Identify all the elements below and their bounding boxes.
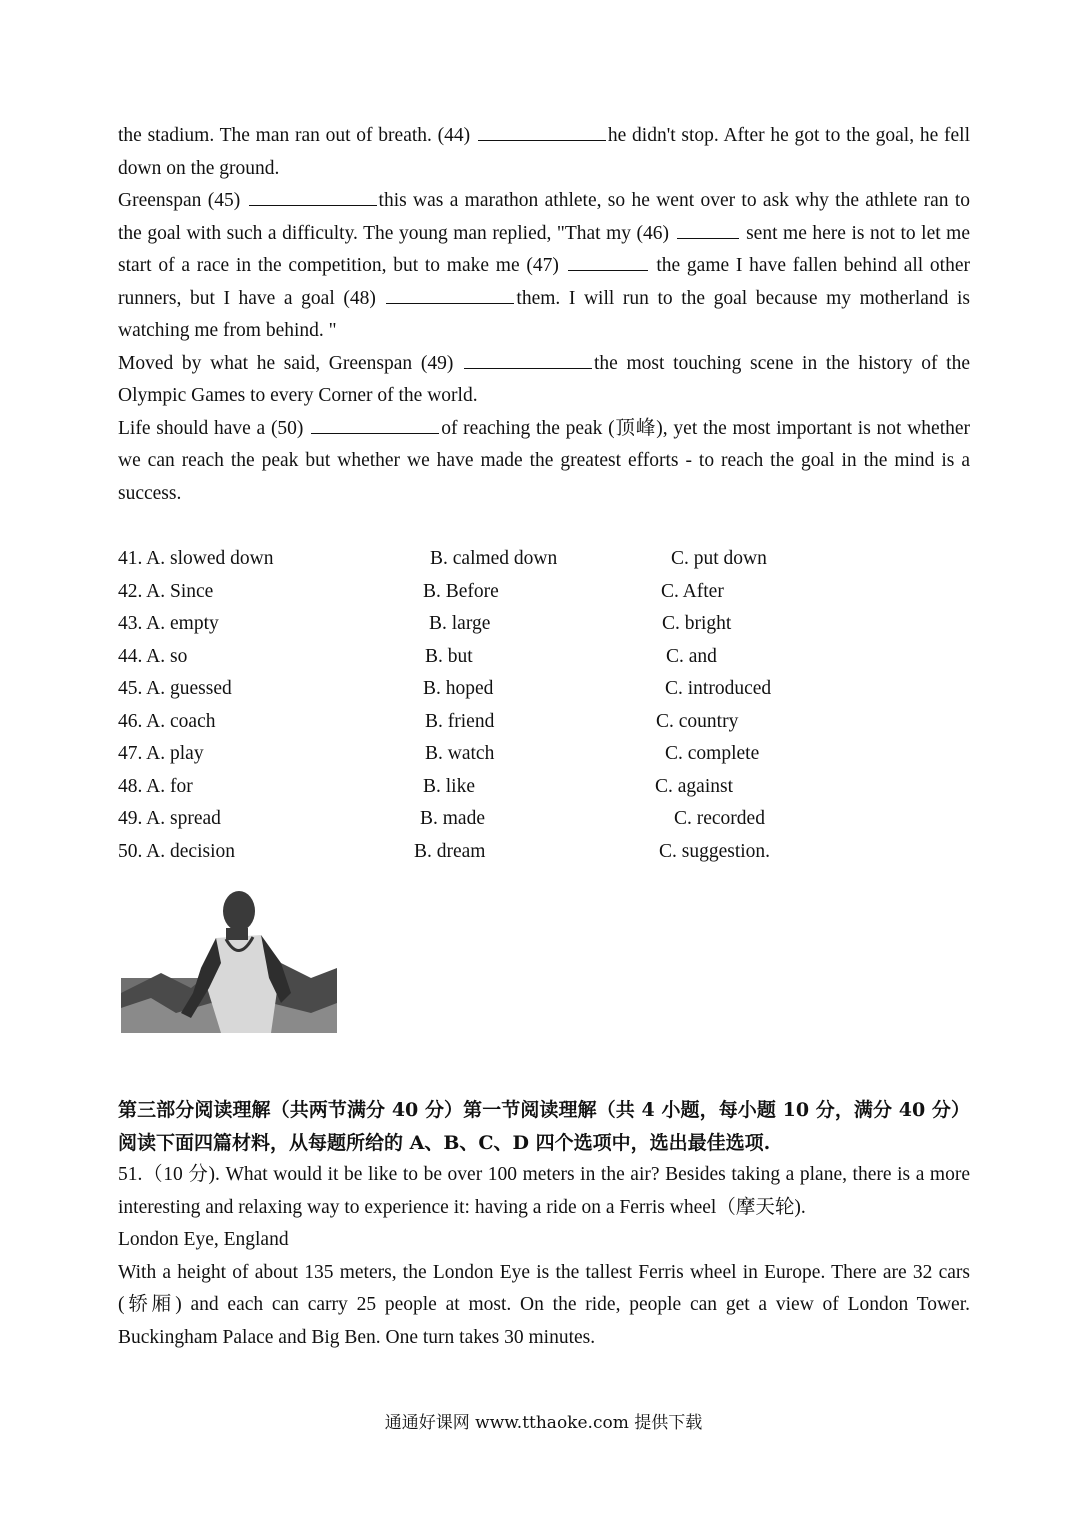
blank-50 xyxy=(311,413,439,434)
london-eye-paragraph: With a height of about 135 meters, the London Eye is the tallest Ferris wheel in Europe. There are 32 cars (轿厢) and each can carry 25 people at most. On the ride, people can get a view of London Tower. Buckingham Palace and Big Ben. One turn takes 30 minutes. xyxy=(118,1261,970,1348)
answer-choices xyxy=(118,543,878,868)
question-row: 46. A. coach B. friend C. country xyxy=(118,710,739,732)
question-row: 50. A. decision B. dream C. suggestion. xyxy=(118,840,771,862)
section-heading: 第三部分阅读理解（共两节满分 40 分）第一节阅读理解（共 4 小题，每小题 10 分，满分 40 分）阅读下面四篇材料，从每题所给的 A、B、C、D 四个选项中，选出最佳选项. xyxy=(118,1099,970,1154)
blank-46 xyxy=(677,218,739,239)
place-title: London Eye, England xyxy=(118,1229,289,1250)
passage-paragraph-3: Moved by what he said, Greenspan (49) the most touching scene in the history of the Olympic Games to every Corner of the world. xyxy=(118,348,970,413)
blank-47 xyxy=(568,250,648,271)
question-row: 47. A. play B. watch C. complete xyxy=(118,743,760,764)
blank-45 xyxy=(249,185,377,206)
cloze-passage xyxy=(118,120,970,510)
blank-44 xyxy=(478,120,606,141)
question-row: 42. A. Since B. Before C. After xyxy=(118,580,724,602)
question-row: 43. A. empty B. large C. bright xyxy=(118,613,732,634)
blank-49 xyxy=(464,348,592,369)
passage-paragraph-2: Greenspan (45) this was a marathon athlete, so he went over to ask why the athlete ran to the goal with such a difficulty. The young man replied, "That my (46) sent me here is not to let me start of a race in the competition, but to make me (47) the game I have fallen behind all other runners, but I have a goal (48) them. I will run to the goal because my motherland is watching me from behind. " xyxy=(118,185,970,348)
question-row: 49. A. spread B. made C. recorded xyxy=(118,808,765,829)
passage-paragraph-4: Life should have a (50) of reaching the peak (顶峰), yet the most important is not whether we can reach the peak but whether we have made the greatest efforts - to reach the goal in the mind is a success. xyxy=(118,413,970,511)
question-51-intro: 51.（10 分). What would it be like to be over 100 meters in the air? Besides taking a plane, there is a more interesting and relaxing way to experience it: having a ride on a Ferris wheel（摩天轮). xyxy=(118,1164,970,1218)
reading-section xyxy=(118,1094,970,1354)
runner-photo xyxy=(121,883,337,1033)
question-row: 48. A. for B. like C. against xyxy=(118,775,733,797)
blank-48 xyxy=(386,283,514,304)
question-row: 41. A. slowed down B. calmed down C. put down xyxy=(118,548,767,569)
question-row: 45. A. guessed B. hoped C. introduced xyxy=(118,678,772,699)
question-row: 44. A. so B. but C. and xyxy=(118,645,717,667)
page-footer: 通通好课网 www.tthaoke.com 提供下载 xyxy=(384,1413,703,1433)
passage-paragraph-1: the stadium. The man ran out of breath. (44) he didn't stop. After he got to the goal, he fell down on the ground. xyxy=(118,120,970,185)
